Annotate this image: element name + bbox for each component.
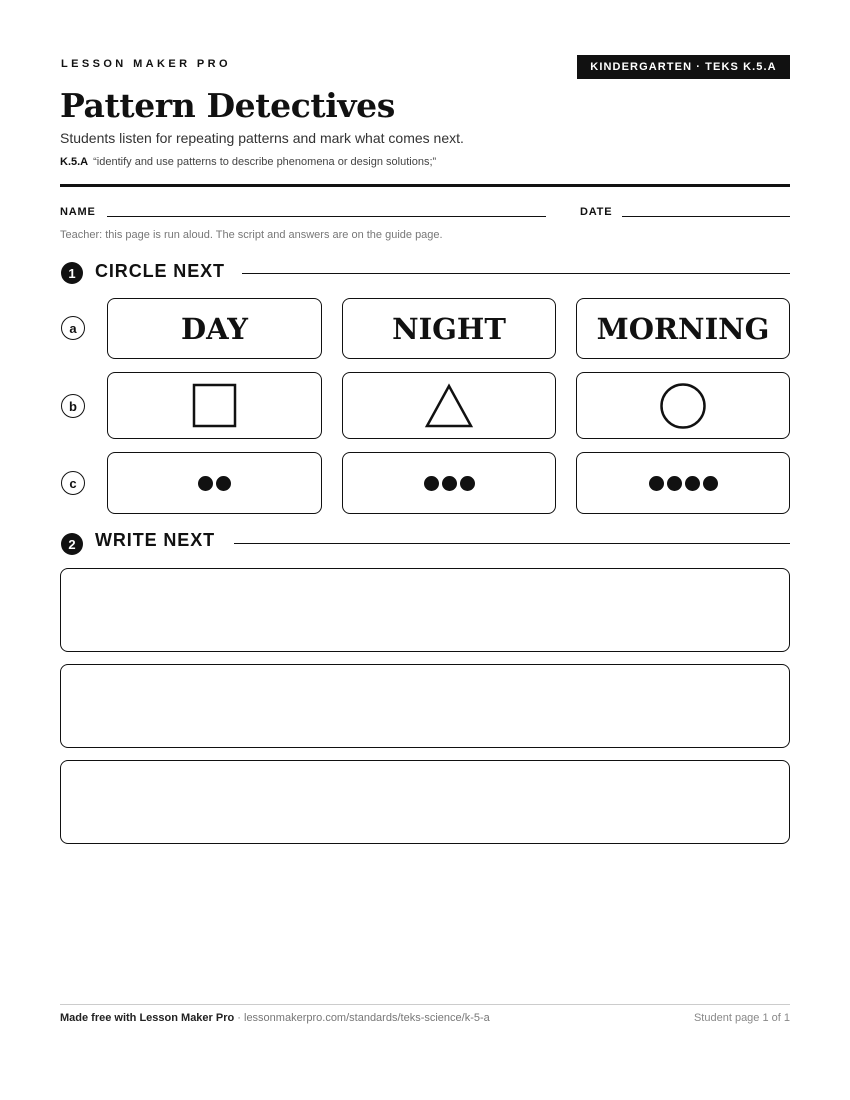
- dot-icon: [685, 476, 700, 491]
- circle-icon: [658, 381, 708, 431]
- choice-label: NIGHT: [392, 311, 506, 346]
- row-c-letter: c: [61, 471, 85, 495]
- footer-made-with: Made free with Lesson Maker Pro: [60, 1012, 235, 1024]
- dot-icon: [442, 476, 457, 491]
- row-a-letter: a: [61, 316, 85, 340]
- choice-triangle[interactable]: [342, 372, 556, 439]
- section-1-rule: [242, 273, 790, 274]
- brand-name: LESSON MAKER PRO: [61, 58, 231, 70]
- choice-label: MORNING: [596, 311, 770, 346]
- row-b-letter: b: [61, 394, 85, 418]
- dot-icon: [667, 476, 682, 491]
- dots-group: [649, 476, 718, 491]
- date-field[interactable]: [622, 216, 790, 217]
- standard-code: K.5.A: [60, 156, 89, 168]
- dot-icon: [460, 476, 475, 491]
- dot-icon: [703, 476, 718, 491]
- choice-circle[interactable]: [576, 372, 790, 439]
- choice-two-dots[interactable]: [107, 452, 322, 514]
- name-label: NAME: [60, 206, 96, 218]
- page-subtitle: Students listen for repeating patterns and mark what comes next.: [60, 130, 464, 146]
- page-title: Pattern Detectives: [60, 86, 395, 125]
- square-icon: [192, 383, 238, 429]
- dot-icon: [216, 476, 231, 491]
- header-divider: [60, 184, 790, 187]
- section-1-number: 1: [61, 262, 83, 284]
- write-box-1[interactable]: [60, 568, 790, 652]
- section-1-title: CIRCLE NEXT: [95, 261, 225, 281]
- choice-morning[interactable]: [576, 298, 790, 359]
- choice-four-dots[interactable]: [576, 452, 790, 514]
- dots-group: [198, 476, 231, 491]
- choice-square[interactable]: [107, 372, 322, 439]
- section-2-number: 2: [61, 533, 83, 555]
- triangle-icon: [424, 383, 474, 429]
- dot-icon: [649, 476, 664, 491]
- section-2-rule: [234, 543, 790, 544]
- choice-day[interactable]: [107, 298, 322, 359]
- dot-icon: [424, 476, 439, 491]
- name-field[interactable]: [107, 216, 546, 217]
- write-box-2[interactable]: [60, 664, 790, 748]
- footer-page-number: Student page 1 of 1: [693, 1012, 790, 1024]
- choice-night[interactable]: [342, 298, 556, 359]
- choice-three-dots[interactable]: [342, 452, 556, 514]
- dot-icon: [198, 476, 213, 491]
- dots-group: [424, 476, 475, 491]
- grade-standard-badge: KINDERGARTEN · TEKS K.5.A: [577, 55, 790, 79]
- write-box-3[interactable]: [60, 760, 790, 844]
- standard-text: “identify and use patterns to describe phenomena or design solutions;”: [93, 156, 437, 168]
- section-2-title: WRITE NEXT: [95, 530, 215, 550]
- footer-divider: [60, 1004, 790, 1005]
- choice-label: DAY: [181, 311, 248, 346]
- date-label: DATE: [580, 206, 613, 218]
- footer-separator: ·: [234, 1012, 244, 1024]
- teacher-note: Teacher: this page is run aloud. The script and answers are on the guide page.: [60, 229, 443, 241]
- footer-url[interactable]: lessonmakerpro.com/standards/teks-science/k-5-a: [244, 1012, 490, 1024]
- footer-credit: [60, 1012, 490, 1024]
- standard-line: [60, 156, 436, 168]
